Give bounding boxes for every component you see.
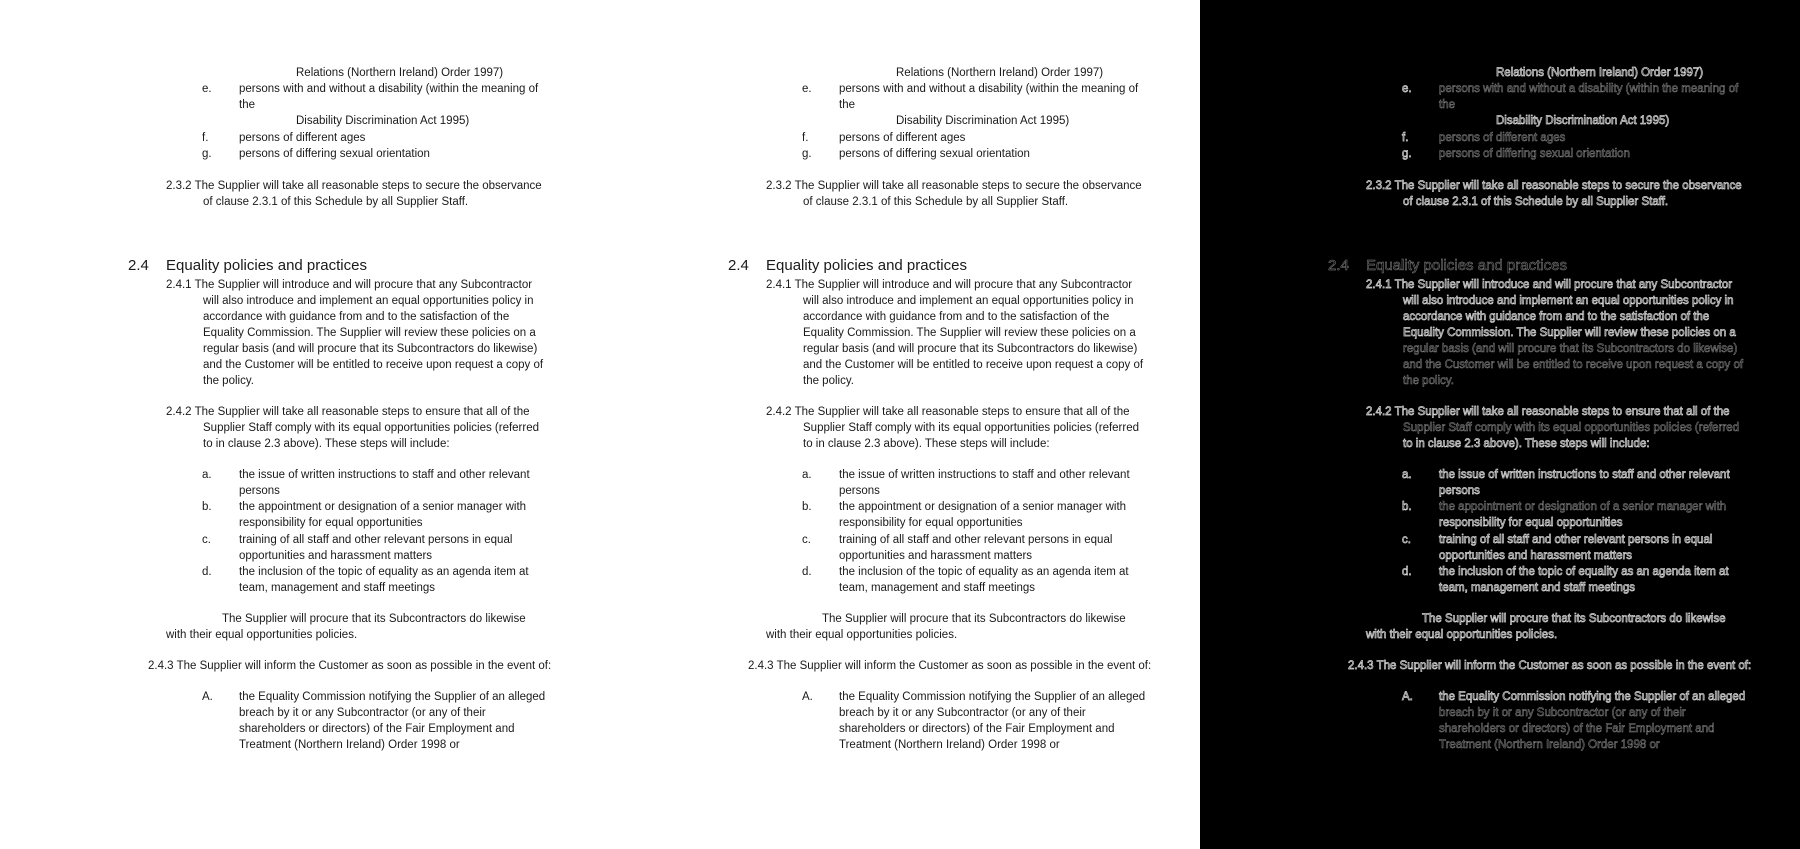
clause-2-4-1-line: 2.4.1 The Supplier will introduce and will procure that any Subcontractor — [166, 279, 533, 291]
clause-2-3-2-line: of clause 2.3.1 of this Schedule by all Supplier Staff. — [203, 196, 469, 208]
clause-2-3-2-line: 2.3.2 The Supplier will take all reasonable steps to secure the observance — [766, 180, 1142, 192]
clause-2-4-1-line: regular basis (and will procure that its Subcontractors do likewise) — [803, 343, 1138, 355]
list-item-b-line: the appointment or designation of a senior manager with — [839, 501, 1127, 513]
list-marker-A: A. — [1402, 691, 1413, 703]
clause-2-4-2-line: to in clause 2.3 above). These steps will include: — [203, 438, 450, 450]
list-marker-a: a. — [202, 469, 212, 481]
list-marker-b: b. — [1402, 501, 1412, 513]
clause-2-4-2-line: to in clause 2.3 above). These steps will include: — [1403, 438, 1650, 450]
list-item-e-line: persons with and without a disability (within the meaning of — [239, 83, 539, 95]
list-marker-A: A. — [202, 691, 213, 703]
list-item-e-line: the — [839, 99, 855, 111]
clause-2-4-2-line: Supplier Staff comply with its equal opportunities policies (referred — [203, 422, 540, 434]
procure-line: The Supplier will procure that its Subcontractors do likewise — [222, 613, 526, 625]
list-marker-c: c. — [1402, 534, 1411, 546]
clause-2-3-2-line: of clause 2.3.1 of this Schedule by all Supplier Staff. — [803, 196, 1069, 208]
list-item-b-line: responsibility for equal opportunities — [239, 517, 423, 529]
list-item-A-line: the Equality Commission notifying the Supplier of an alleged — [239, 691, 546, 703]
list-marker-a: a. — [802, 469, 812, 481]
list-item-b-line: responsibility for equal opportunities — [1439, 517, 1623, 529]
list-item-d-line: team, management and staff meetings — [239, 582, 436, 594]
list-marker-e: e. — [1402, 83, 1412, 95]
clause-2-4-1-line: accordance with guidance from and to the satisfaction of the — [203, 311, 510, 323]
list-item-b-line: responsibility for equal opportunities — [839, 517, 1023, 529]
section-title: Equality policies and practices — [1366, 257, 1567, 274]
list-item-a-line: persons — [839, 485, 880, 497]
list-item-A-line: the Equality Commission notifying the Supplier of an alleged — [1439, 691, 1746, 703]
list-item-c-line: training of all staff and other relevant persons in equal — [839, 534, 1113, 546]
heading-relations-order: Relations (Northern Ireland) Order 1997) — [896, 67, 1104, 79]
list-marker-c: c. — [202, 534, 211, 546]
clause-2-4-1-line: Equality Commission. The Supplier will review these policies on a — [803, 327, 1136, 339]
section-title: Equality policies and practices — [766, 257, 967, 274]
clause-2-4-1-line: will also introduce and implement an equal opportunities policy in — [803, 295, 1134, 307]
document-page-copy — [600, 0, 1200, 849]
list-item-d-line: the inclusion of the topic of equality as an agenda item at — [1439, 566, 1729, 578]
clause-2-4-1-line: the policy. — [803, 375, 854, 387]
list-marker-e: e. — [802, 83, 812, 95]
clause-2-4-1-line: 2.4.1 The Supplier will introduce and will procure that any Subcontractor — [766, 279, 1133, 291]
clause-2-4-1-line: will also introduce and implement an equal opportunities policy in — [1403, 295, 1734, 307]
clause-2-4-1-line: accordance with guidance from and to the satisfaction of the — [1403, 311, 1710, 323]
list-item-a-line: the issue of written instructions to staff and other relevant — [839, 469, 1130, 481]
list-item-a-line: the issue of written instructions to staff and other relevant — [239, 469, 530, 481]
list-item-a-line: persons — [239, 485, 280, 497]
clause-2-4-1-line: the policy. — [203, 375, 254, 387]
list-item-f: persons of different ages — [239, 132, 366, 144]
clause-2-4-1-line: regular basis (and will procure that its Subcontractors do likewise) — [203, 343, 538, 355]
procure-line: with their equal opportunities policies. — [766, 629, 958, 641]
list-marker-d: d. — [802, 566, 812, 578]
list-item-e-line: the — [1439, 99, 1455, 111]
list-marker-A: A. — [802, 691, 813, 703]
list-marker-b: b. — [802, 501, 812, 513]
clause-2-4-2-line: 2.4.2 The Supplier will take all reasonable steps to ensure that all of the — [166, 406, 530, 418]
list-marker-b: b. — [202, 501, 212, 513]
clause-2-4-1-line: and the Customer will be entitled to receive upon request a copy of — [1403, 359, 1744, 371]
list-item-b-line: the appointment or designation of a senior manager with — [1439, 501, 1727, 513]
list-item-d-line: the inclusion of the topic of equality as an agenda item at — [239, 566, 529, 578]
clause-2-4-1-line: 2.4.1 The Supplier will introduce and will procure that any Subcontractor — [1366, 279, 1733, 291]
clause-2-4-1-line: Equality Commission. The Supplier will review these policies on a — [1403, 327, 1736, 339]
list-item-c-line: opportunities and harassment matters — [1439, 550, 1633, 562]
clause-2-4-1-line: and the Customer will be entitled to receive upon request a copy of — [203, 359, 544, 371]
clause-2-4-3-line: 2.4.3 The Supplier will inform the Customer as soon as possible in the event of: — [748, 660, 1152, 672]
list-item-b-line: the appointment or designation of a senior manager with — [239, 501, 527, 513]
list-item-d-line: team, management and staff meetings — [1439, 582, 1636, 594]
list-item-c-line: opportunities and harassment matters — [839, 550, 1033, 562]
clause-2-3-2-line: 2.3.2 The Supplier will take all reasonable steps to secure the observance — [166, 180, 542, 192]
list-item-g: persons of differing sexual orientation — [1439, 148, 1630, 160]
section-number: 2.4 — [1328, 257, 1349, 274]
list-item-e-line: Disability Discrimination Act 1995) — [296, 115, 470, 127]
list-item-f: persons of different ages — [839, 132, 966, 144]
clause-2-4-2-line: 2.4.2 The Supplier will take all reasonable steps to ensure that all of the — [766, 406, 1130, 418]
list-item-g: persons of differing sexual orientation — [839, 148, 1030, 160]
clause-2-4-2-line: Supplier Staff comply with its equal opportunities policies (referred — [803, 422, 1140, 434]
list-marker-d: d. — [1402, 566, 1412, 578]
list-item-a-line: persons — [1439, 485, 1480, 497]
list-item-g: persons of differing sexual orientation — [239, 148, 430, 160]
procure-line: with their equal opportunities policies. — [1366, 629, 1558, 641]
list-item-e-line: persons with and without a disability (within the meaning of — [839, 83, 1139, 95]
list-item-A-line: the Equality Commission notifying the Supplier of an alleged — [839, 691, 1146, 703]
list-item-A-line: breach by it or any Subcontractor (or any of their — [839, 707, 1086, 719]
list-item-A-line: shareholders or directors) of the Fair Employment and — [839, 723, 1115, 735]
list-item-A-line: breach by it or any Subcontractor (or any of their — [239, 707, 486, 719]
clause-2-4-1-line: and the Customer will be entitled to receive upon request a copy of — [803, 359, 1144, 371]
list-item-f: persons of different ages — [1439, 132, 1566, 144]
list-item-d-line: team, management and staff meetings — [839, 582, 1036, 594]
list-item-A-line: Treatment (Northern Ireland) Order 1998 or — [239, 739, 460, 751]
section-number: 2.4 — [728, 257, 749, 274]
clause-2-3-2-line: 2.3.2 The Supplier will take all reasonable steps to secure the observance — [1366, 180, 1742, 192]
list-item-e-line: the — [239, 99, 255, 111]
clause-2-4-2-line: Supplier Staff comply with its equal opportunities policies (referred — [1403, 422, 1740, 434]
clause-2-4-1-line: the policy. — [1403, 375, 1454, 387]
clause-2-4-3-line: 2.4.3 The Supplier will inform the Customer as soon as possible in the event of: — [148, 660, 552, 672]
list-item-c-line: training of all staff and other relevant persons in equal — [239, 534, 513, 546]
procure-line: The Supplier will procure that its Subcontractors do likewise — [822, 613, 1126, 625]
list-item-d-line: the inclusion of the topic of equality as an agenda item at — [839, 566, 1129, 578]
list-marker-f: f. — [802, 132, 809, 144]
clause-2-4-1-line: Equality Commission. The Supplier will review these policies on a — [203, 327, 536, 339]
section-number: 2.4 — [128, 257, 149, 274]
list-item-a-line: the issue of written instructions to staff and other relevant — [1439, 469, 1730, 481]
list-marker-c: c. — [802, 534, 811, 546]
list-item-A-line: Treatment (Northern Ireland) Order 1998 or — [839, 739, 1060, 751]
list-marker-e: e. — [202, 83, 212, 95]
list-marker-a: a. — [1402, 469, 1412, 481]
list-item-A-line: Treatment (Northern Ireland) Order 1998 or — [1439, 739, 1660, 751]
list-item-c-line: opportunities and harassment matters — [239, 550, 433, 562]
heading-relations-order: Relations (Northern Ireland) Order 1997) — [1496, 67, 1704, 79]
clause-2-3-2-line: of clause 2.3.1 of this Schedule by all Supplier Staff. — [1403, 196, 1669, 208]
clause-2-4-3-line: 2.4.3 The Supplier will inform the Customer as soon as possible in the event of: — [1348, 660, 1752, 672]
list-item-e-line: persons with and without a disability (within the meaning of — [1439, 83, 1739, 95]
list-item-e-line: Disability Discrimination Act 1995) — [1496, 115, 1670, 127]
list-marker-d: d. — [202, 566, 212, 578]
document-page-edge-inverted — [1200, 0, 1800, 849]
list-marker-g: g. — [202, 148, 212, 160]
list-marker-g: g. — [1402, 148, 1412, 160]
list-marker-g: g. — [802, 148, 812, 160]
procure-line: with their equal opportunities policies. — [166, 629, 358, 641]
clause-2-4-1-line: will also introduce and implement an equal opportunities policy in — [203, 295, 534, 307]
procure-line: The Supplier will procure that its Subcontractors do likewise — [1422, 613, 1726, 625]
list-item-A-line: breach by it or any Subcontractor (or any of their — [1439, 707, 1686, 719]
list-item-A-line: shareholders or directors) of the Fair Employment and — [1439, 723, 1715, 735]
list-item-A-line: shareholders or directors) of the Fair Employment and — [239, 723, 515, 735]
list-item-e-line: Disability Discrimination Act 1995) — [896, 115, 1070, 127]
list-marker-f: f. — [202, 132, 209, 144]
clause-2-4-1-line: regular basis (and will procure that its Subcontractors do likewise) — [1403, 343, 1738, 355]
document-page-original — [0, 0, 600, 849]
list-item-c-line: training of all staff and other relevant persons in equal — [1439, 534, 1713, 546]
heading-relations-order: Relations (Northern Ireland) Order 1997) — [296, 67, 504, 79]
clause-2-4-1-line: accordance with guidance from and to the satisfaction of the — [803, 311, 1110, 323]
list-marker-f: f. — [1402, 132, 1409, 144]
section-title: Equality policies and practices — [166, 257, 367, 274]
clause-2-4-2-line: 2.4.2 The Supplier will take all reasonable steps to ensure that all of the — [1366, 406, 1730, 418]
clause-2-4-2-line: to in clause 2.3 above). These steps will include: — [803, 438, 1050, 450]
